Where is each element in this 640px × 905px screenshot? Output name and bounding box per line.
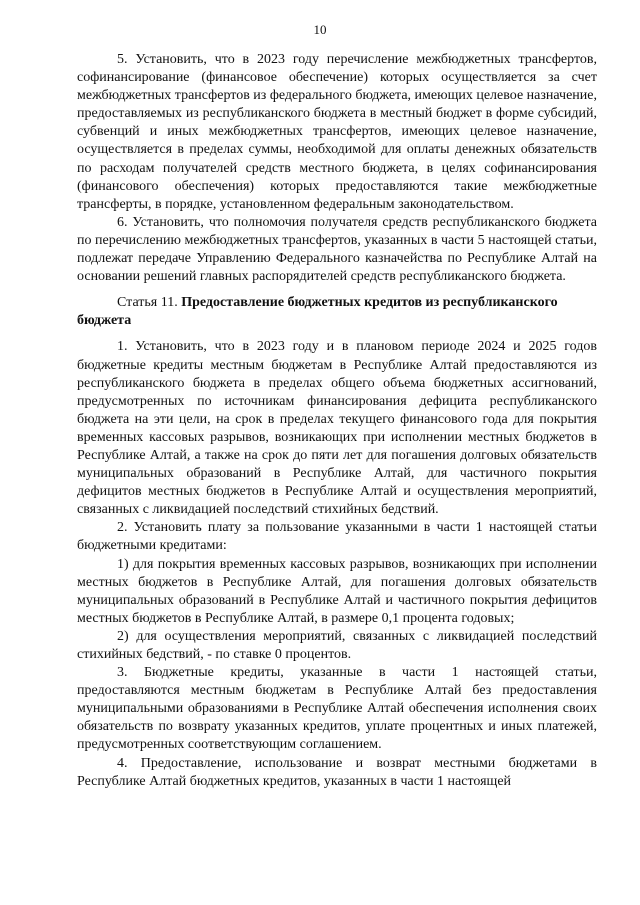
paragraph-art11-item-2: 2) для осуществления мероприятий, связанных с ликвидацией последствий стихийных бедствий, - по ставке 0 процентов. <box>77 628 597 662</box>
document-body <box>77 51 597 791</box>
paragraph-art11-part-2: 2. Установить плату за пользование указанными в части 1 настоящей статьи бюджетными кредитами: <box>77 520 597 554</box>
paragraph-art11-part-1: 1. Установить, что в 2023 году и в плановом периоде 2024 и 2025 годов бюджетные кредиты местным бюджетам в Республике Алтай предоставляются из республиканского бюджета в пределах общего объема бюджетных ассигнований, предусмотренных по источникам финансирования дефицита республиканского бюджета на эти цели, на срок в пределах текущего финансового года для покрытия временных кассовых разрывов, возникающих при исполнении местных бюджетов в Республике Алтай, а также на срок до пяти лет для погашения долговых обязательств муниципальных образований в Республике Алтай, для частичного покрытия дефицитов местных бюджетов в Республике Алтай и осуществления мероприятий, связанных с ликвидацией последствий стихийных бедствий. <box>77 339 597 518</box>
paragraph-art11-item-1: 1) для покрытия временных кассовых разрывов, возникающих при исполнении местных бюджетов в Республике Алтай, для погашения долговых обязательств муниципальных образований в Республике Алтай и частичного покрытия дефицитов местных бюджетов в Республике Алтай, в размере 0,1 процента годовых; <box>77 556 597 626</box>
paragraph-art11-part-3: 3. Бюджетные кредиты, указанные в части 1 настоящей статьи, предоставляются местным бюджетам в Республике Алтай без предоставления муниципальными образованиями в Республике Алтай обеспечения исполнения своих обязательств по возврату указанных кредитов, уплате процентных и иных платежей, предусмотренных соответствующим соглашением. <box>77 665 597 753</box>
article-heading <box>77 294 597 330</box>
article-number: Статья 11. <box>117 295 178 311</box>
paragraph-art11-part-4: 4. Предоставление, использование и возврат местными бюджетами в Республике Алтай бюджетных кредитов, указанных в части 1 настоящей <box>77 755 597 789</box>
paragraph-part-6: 6. Установить, что полномочия получателя средств республиканского бюджета по перечислению межбюджетных трансфертов, указанных в части 5 настоящей статьи, подлежат передаче Управлению Федерального казначейства по Республике Алтай на основании решений главных распорядителей средств республиканского бюджета. <box>77 214 597 285</box>
paragraph-part-5: 5. Установить, что в 2023 году перечисление межбюджетных трансфертов, софинансирование (финансовое обеспечение) которых осуществляется за счет межбюджетных трансфертов из федерального бюджета, имеющих целевое назначение, предоставляемых из республиканского бюджета в местный бюджет в форме субсидий, субвенций и иных межбюджетных трансфертов, имеющих целевое назначение, осуществляется в пределах суммы, необходимой для оплаты денежных обязательств по расходам получателей средств местного бюджета, в целях софинансирования (финансового обеспечения) которых предоставляются такие межбюджетные трансферты, в порядке, установленном федеральным законодательством. <box>77 52 597 212</box>
article-title: Предоставление бюджетных кредитов из республиканского бюджета <box>77 295 558 329</box>
page-number: 10 <box>313 22 327 37</box>
